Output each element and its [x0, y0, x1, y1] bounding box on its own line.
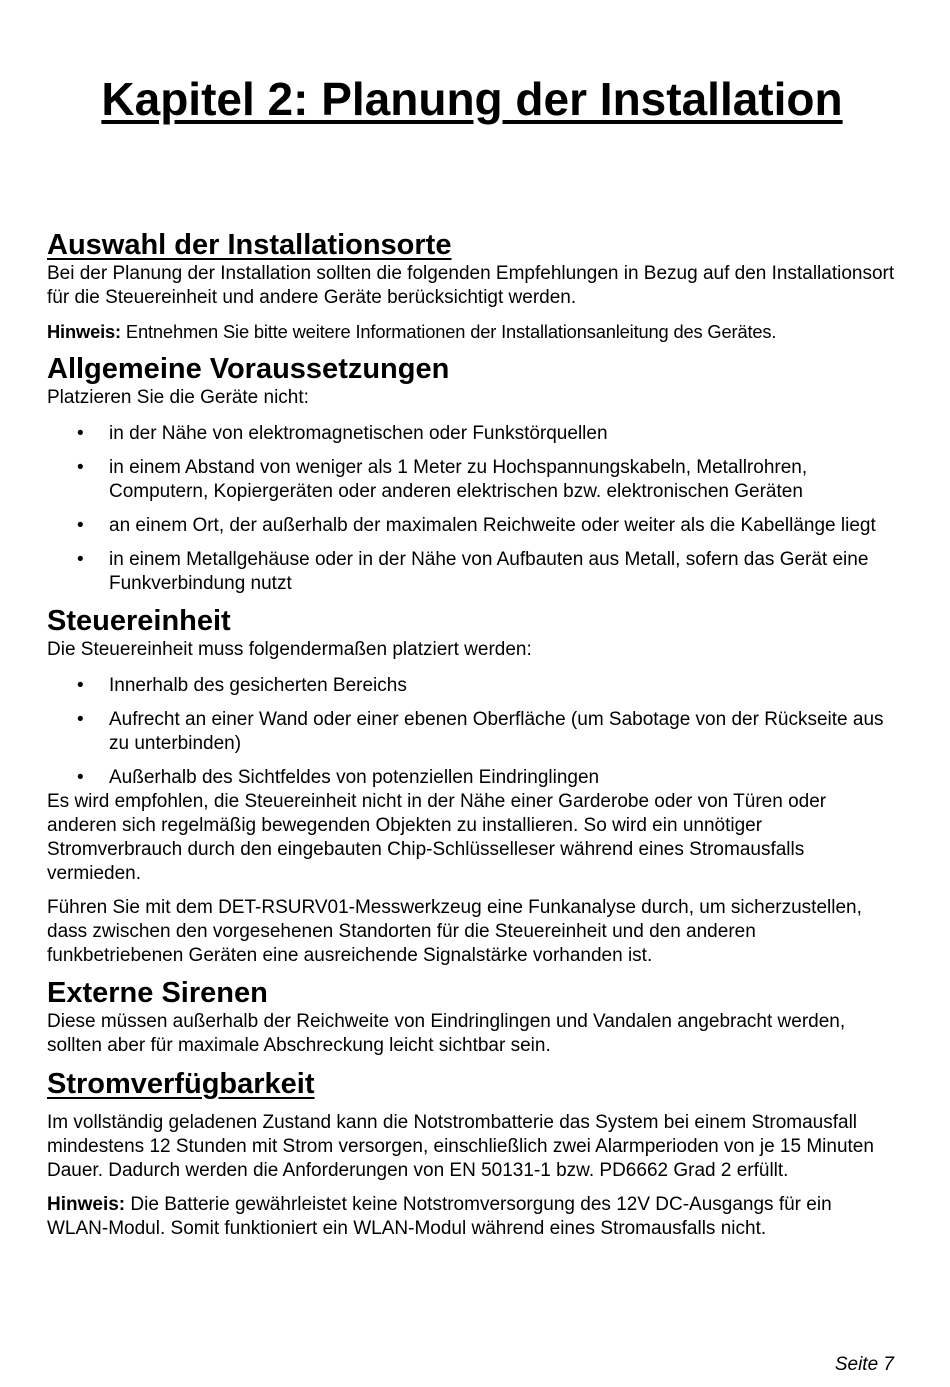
- bullet-list: [47, 422, 897, 596]
- bullet-icon: •: [77, 709, 84, 730]
- bullet-icon: •: [77, 675, 84, 696]
- list-item-text: in einem Abstand von weniger als 1 Meter zu Hochspannungskabeln, Metallrohren, Computern, Kopiergeräten oder anderen elektrischen bzw. elektronischen Geräten: [109, 457, 808, 502]
- list-item-text: Innerhalb des gesicherten Bereichs: [109, 675, 407, 696]
- hint-label: Hinweis:: [47, 321, 121, 342]
- list-item: [47, 766, 897, 790]
- list-item: [47, 514, 897, 538]
- bullet-icon: •: [77, 767, 84, 788]
- paragraph: Führen Sie mit dem DET-RSURV01-Messwerkzeug eine Funkanalyse durch, um sicherzustellen, dass zwischen den vorgesehenen Standorten für die Steuereinheit und den anderen funkbetriebenen Geräten eine ausreichende Signalstärke vorhanden ist.: [47, 897, 862, 966]
- list-item: [47, 548, 897, 596]
- list-item: [47, 674, 897, 698]
- hint-paragraph: [47, 320, 897, 344]
- list-item-text: in einem Metallgehäuse oder in der Nähe von Aufbauten aus Metall, sofern das Gerät eine Funkverbindung nutzt: [109, 549, 869, 594]
- paragraph: Die Steuereinheit muss folgendermaßen platziert werden:: [47, 639, 532, 660]
- hint-text: Entnehmen Sie bitte weitere Informationen der Installationsanleitung des Gerätes.: [120, 321, 777, 342]
- list-item-text: Aufrecht an einer Wand oder einer ebenen Oberfläche (um Sabotage von der Rückseite aus zu unterbinden): [109, 709, 884, 754]
- paragraph: Im vollständig geladenen Zustand kann die Notstrombatterie das System bei einem Stromausfall mindestens 12 Stunden mit Strom versorgen, einschließlich zwei Alarmperioden von je 15 Minuten Dauer. Dadurch werden die Anforderungen von EN 50131-1 bzw. PD6662 Grad 2 erfüllt.: [47, 1112, 874, 1181]
- bullet-icon: •: [77, 549, 84, 570]
- list-item: [47, 708, 897, 756]
- bullet-list: [47, 674, 897, 790]
- list-item-text: an einem Ort, der außerhalb der maximalen Reichweite oder weiter als die Kabellänge liegt: [109, 515, 876, 536]
- section-heading-stromverfuegbarkeit: Stromverfügbarkeit: [47, 1068, 315, 1100]
- page-content: [47, 228, 897, 1241]
- list-item-text: Außerhalb des Sichtfeldes von potenziellen Eindringlingen: [109, 767, 600, 788]
- paragraph: Platzieren Sie die Geräte nicht:: [47, 387, 309, 408]
- list-item: [47, 456, 897, 504]
- section-heading-installationsorte: Auswahl der Installationsorte: [47, 229, 452, 261]
- list-item: [47, 422, 897, 446]
- section-heading-steuereinheit: Steuereinheit: [47, 605, 231, 637]
- bullet-icon: •: [77, 457, 84, 478]
- list-item-text: in der Nähe von elektromagnetischen oder Funkstörquellen: [109, 423, 608, 444]
- section-heading-voraussetzungen: Allgemeine Voraussetzungen: [47, 353, 450, 385]
- paragraph: Es wird empfohlen, die Steuereinheit nicht in der Nähe einer Garderobe oder von Türen oder anderen sich regelmäßig bewegenden Objekten zu installieren. So wird ein unnötiger Stromverbrauch durch den eingebauten Chip-Schlüsselleser während eines Stromausfalls vermieden.: [47, 791, 827, 884]
- hint-text: Die Batterie gewährleistet keine Notstromversorgung des 12V DC-Ausgangs für ein WLAN-Modul. Somit funktioniert ein WLAN-Modul während eines Stromausfalls nicht.: [47, 1194, 832, 1239]
- hint-label: Hinweis:: [47, 1194, 126, 1215]
- paragraph: Bei der Planung der Installation sollten die folgenden Empfehlungen in Bezug auf den Installationsort für die Steuereinheit und andere Geräte berücksichtigt werden.: [47, 263, 895, 308]
- section-heading-sirenen: Externe Sirenen: [47, 977, 268, 1009]
- hint-paragraph: [47, 1193, 897, 1241]
- paragraph: Diese müssen außerhalb der Reichweite von Eindringlingen und Vandalen angebracht werden, sollten aber für maximale Abschreckung leicht sichtbar sein.: [47, 1011, 846, 1056]
- page-number: Seite 7: [834, 1354, 894, 1375]
- page-title: Kapitel 2: Planung der Installation: [101, 73, 843, 125]
- bullet-icon: •: [77, 423, 84, 444]
- bullet-icon: •: [77, 515, 84, 536]
